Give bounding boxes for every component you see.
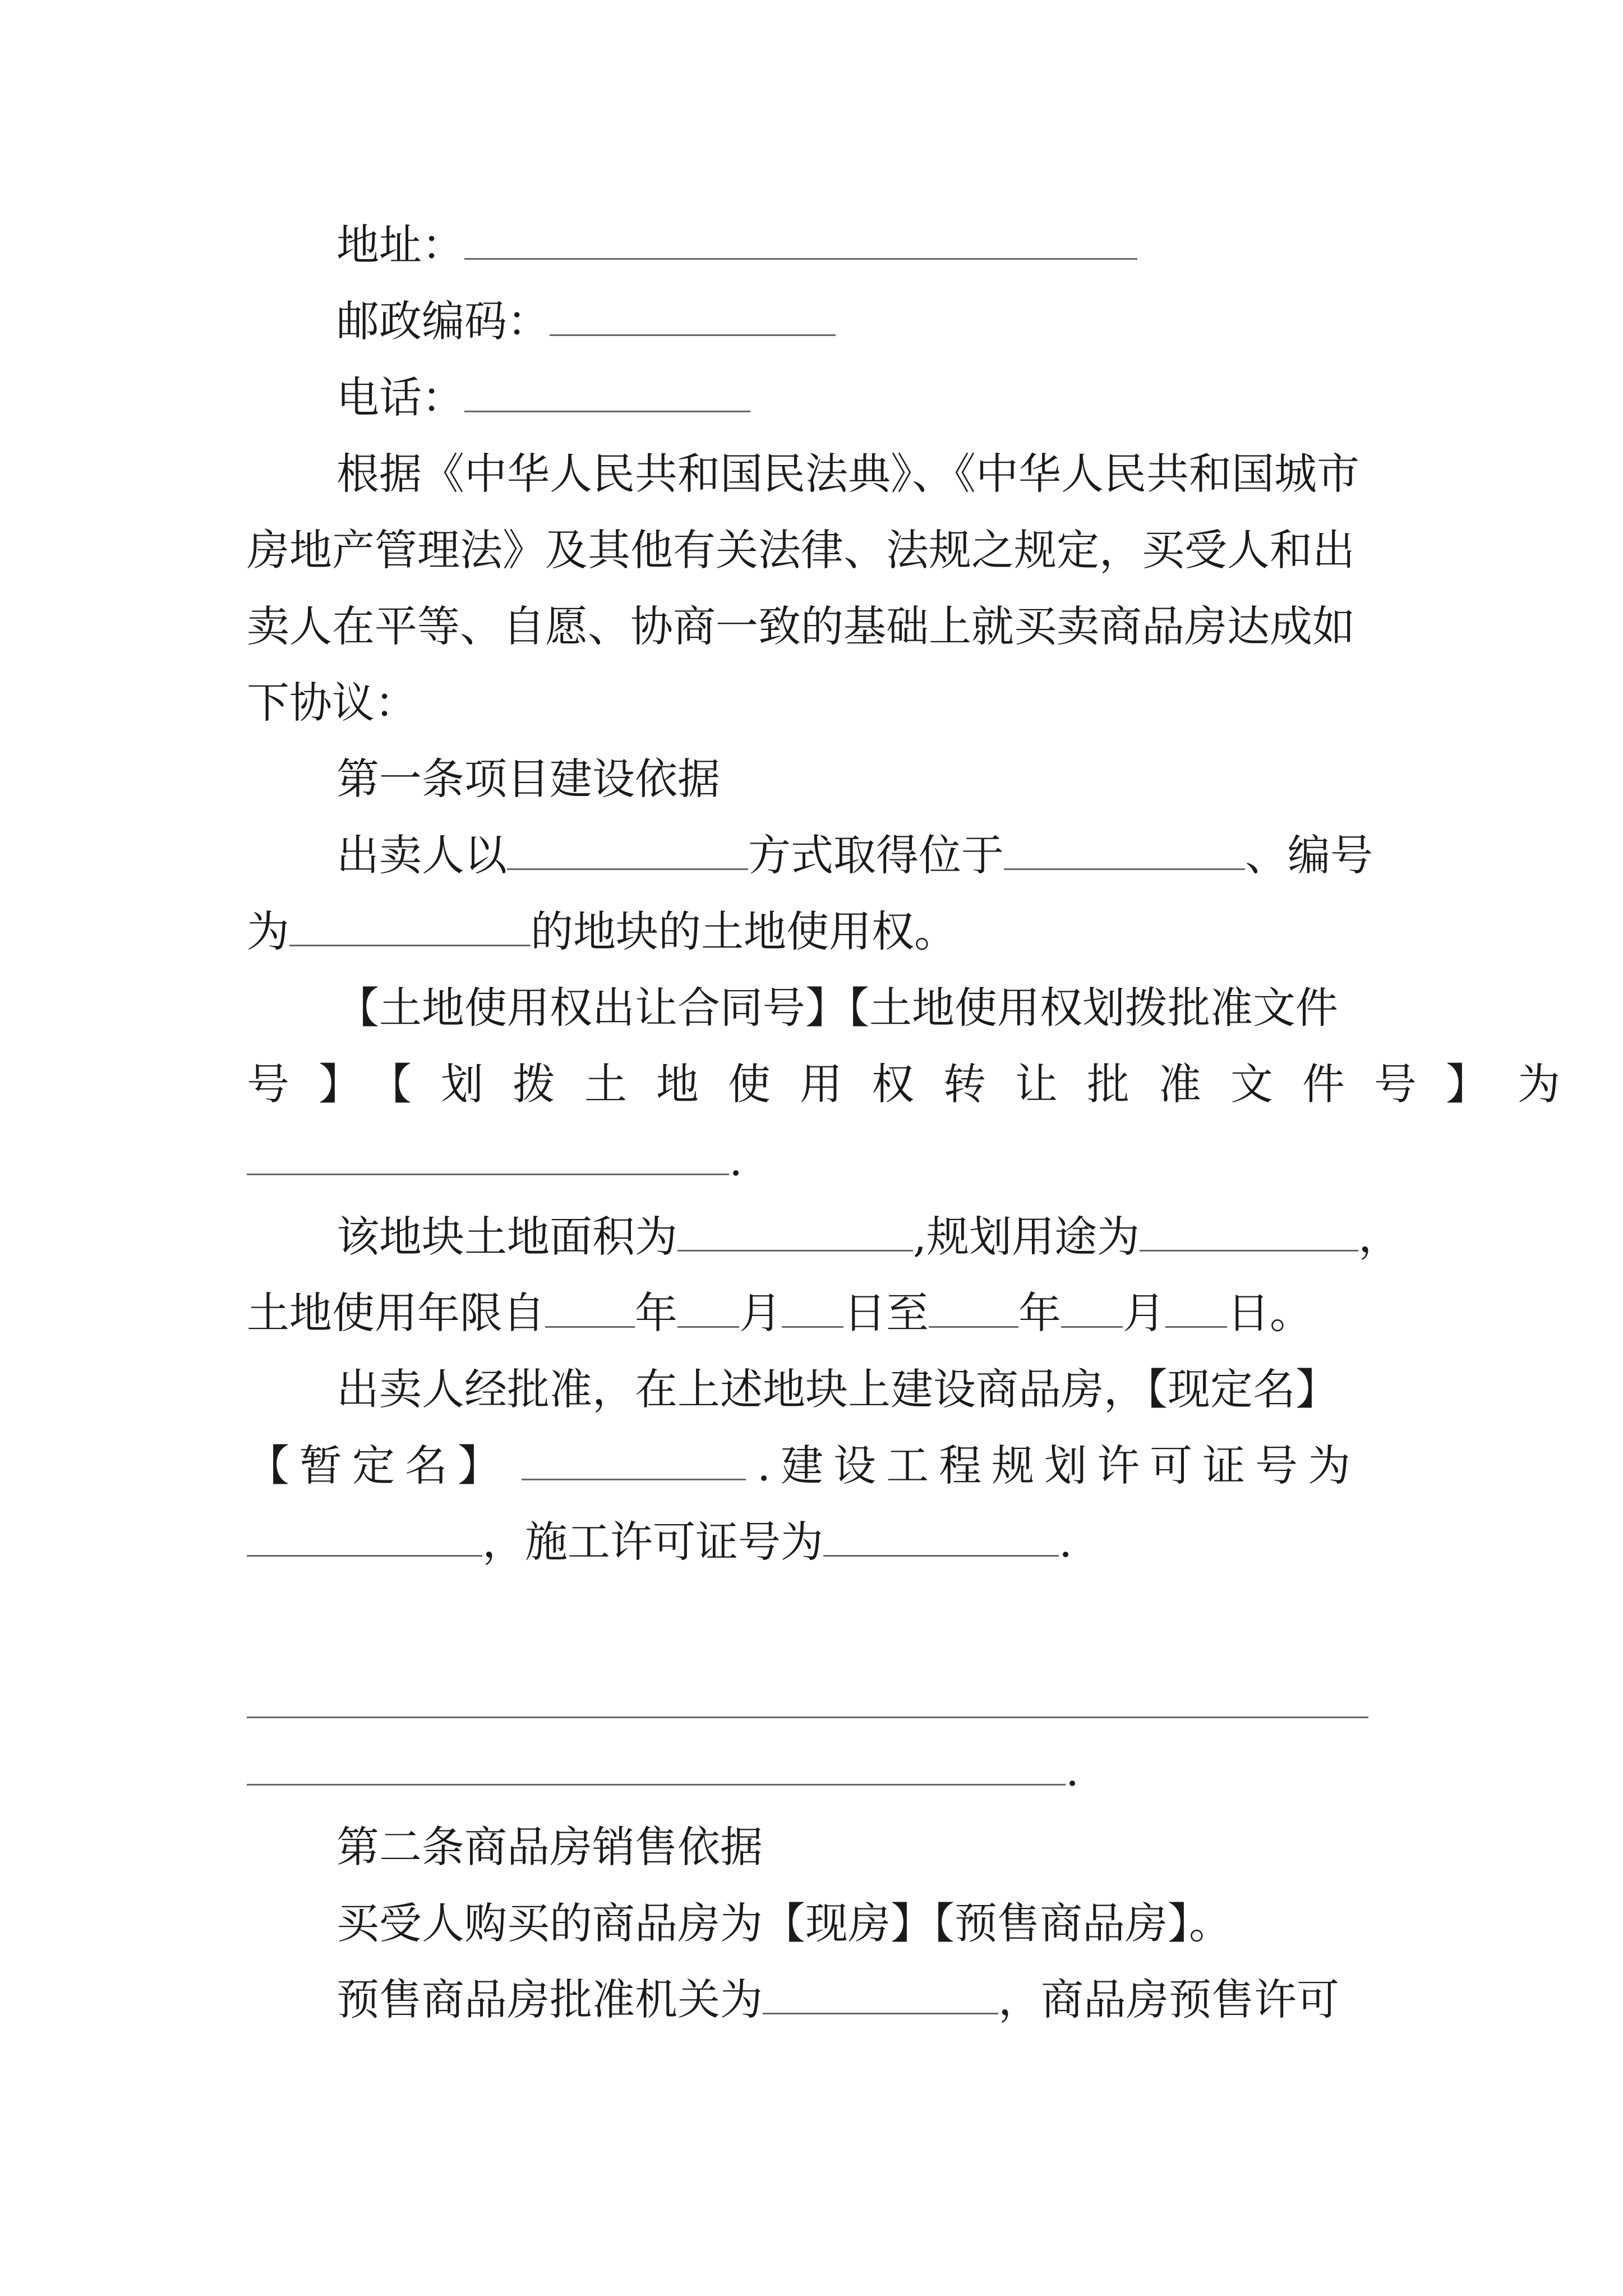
text-segment: ， — [1358, 1212, 1401, 1262]
location-blank[interactable] — [1004, 828, 1245, 870]
text-segment: 月 — [739, 1288, 782, 1338]
postcode-label: 邮政编码： — [336, 296, 550, 346]
text-segment: 月 — [1123, 1288, 1165, 1338]
phone-label: 电话： — [336, 372, 464, 422]
text-segment: . — [729, 1135, 743, 1185]
text-segment: 出卖人以 — [336, 830, 507, 880]
postcode-line — [336, 293, 836, 349]
article-2-line-1: 买受人购买的商品房为【现房】【预售商品房】。 — [336, 1898, 1232, 1948]
article-1-line-8: 出卖人经批准，在上述地块上建设商品房，【现定名】 — [336, 1364, 1338, 1414]
planned-use-blank[interactable] — [1140, 1209, 1358, 1251]
construction-permit-blank[interactable] — [823, 1515, 1059, 1557]
blank-line-2[interactable] — [247, 1743, 1066, 1786]
address-line — [336, 217, 1137, 273]
intro-line-1: 根据《中华人民共和国民法典》、《中华人民共和国城市 — [336, 449, 1359, 499]
start-month-blank[interactable] — [677, 1286, 739, 1328]
text-segment: 、编号 — [1245, 830, 1373, 880]
address-label: 地址： — [336, 220, 464, 270]
address-blank[interactable] — [464, 218, 1137, 260]
end-day-blank[interactable] — [1165, 1286, 1227, 1328]
text-segment: 方式取得位于 — [748, 830, 1004, 880]
article-1-line-7 — [247, 1285, 1312, 1341]
article-1-line-6 — [336, 1209, 1401, 1265]
blank-line-1[interactable] — [247, 1717, 1368, 1718]
article-1-line-4: 号】【划拨土地使用权转让批准文件号】为 — [247, 1059, 1589, 1109]
start-day-blank[interactable] — [782, 1286, 843, 1328]
text-segment: ，施工许可证号为 — [482, 1517, 823, 1567]
intro-line-2: 房地产管理法》及其他有关法律、法规之规定，买受人和出 — [247, 525, 1355, 575]
text-segment: 预售商品房批准机关为 — [336, 1975, 763, 2024]
acquire-method-blank[interactable] — [507, 828, 748, 870]
text-segment: 日至 — [843, 1288, 929, 1338]
article-1-line-9 — [247, 1438, 1361, 1494]
planning-permit-blank[interactable] — [247, 1515, 482, 1557]
text-segment: 年 — [1018, 1288, 1061, 1338]
text-segment: 年 — [635, 1288, 677, 1338]
text-segment: . — [1066, 1746, 1080, 1796]
text-segment: ，商品房预售许可 — [998, 1975, 1339, 2024]
article-2-title: 第二条商品房销售依据 — [336, 1822, 763, 1872]
text-segment: 为 — [247, 907, 289, 956]
article-1-line-12 — [247, 1743, 1079, 1799]
document-number-blank[interactable] — [247, 1133, 729, 1175]
text-segment: . — [1059, 1517, 1073, 1567]
text-segment: 的地块的土地使用权。 — [531, 907, 957, 956]
article-1-line-5 — [247, 1133, 743, 1189]
article-1-line-1 — [336, 827, 1373, 884]
end-year-blank[interactable] — [929, 1286, 1018, 1328]
text-segment: .建设工程规划许可证号为 — [757, 1441, 1361, 1490]
article-1-title: 第一条项目建设依据 — [336, 754, 720, 804]
start-year-blank[interactable] — [545, 1286, 635, 1328]
article-1-line-2 — [247, 904, 957, 960]
text-segment: 土地使用年限自 — [247, 1288, 545, 1338]
article-1-line-10 — [247, 1514, 1072, 1570]
land-area-blank[interactable] — [677, 1209, 913, 1251]
project-name-blank[interactable] — [522, 1438, 746, 1480]
end-month-blank[interactable] — [1061, 1286, 1123, 1328]
phone-line — [336, 370, 750, 426]
article-1-line-3: 【土地使用权出让合同号】【土地使用权划拨批准文件 — [336, 983, 1338, 1033]
article-2-line-2 — [336, 1972, 1339, 2028]
text-segment: 日。 — [1227, 1288, 1312, 1338]
phone-blank[interactable] — [464, 370, 750, 412]
approval-authority-blank[interactable] — [763, 1972, 998, 2014]
parcel-number-blank[interactable] — [289, 904, 531, 946]
text-segment: ,规划用途为 — [913, 1212, 1140, 1262]
intro-line-3: 卖人在平等、自愿、协商一致的基础上就买卖商品房达成如 — [247, 601, 1355, 651]
postcode-blank[interactable] — [550, 294, 836, 336]
intro-line-4: 下协议： — [247, 678, 417, 728]
text-segment: 【暂定名】 — [247, 1441, 510, 1490]
text-segment: 该地块土地面积为 — [336, 1212, 677, 1262]
